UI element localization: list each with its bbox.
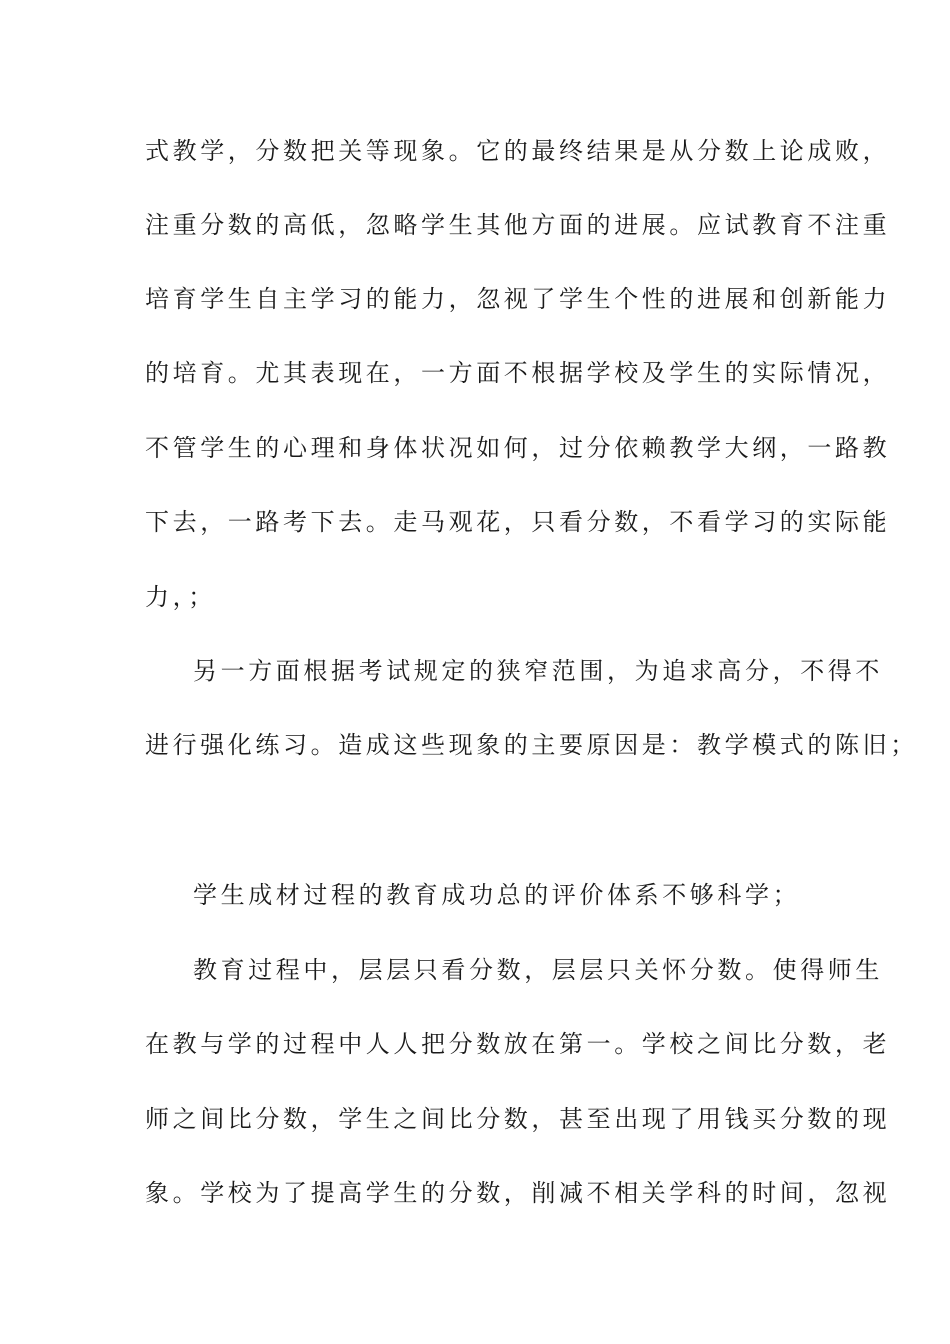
paragraph-first-line: 教育过程中，层层只看分数，层层只关怀分数。使得师生 <box>193 956 883 984</box>
text-line: 下去，一路考下去。走马观花，只看分数，不看学习的实际能 <box>145 508 891 536</box>
text-line: 的培育。尤其表现在，一方面不根据学校及学生的实际情况， <box>145 359 891 387</box>
text-line: 式教学，分数把关等现象。它的最终结果是从分数上论成败， <box>145 137 891 165</box>
paragraph-first-line: 另一方面根据考试规定的狭窄范围，为追求高分，不得不 <box>193 657 883 685</box>
text-line: 在教与学的过程中人人把分数放在第一。学校之间比分数，老 <box>145 1030 891 1058</box>
text-line: 进行强化练习。造成这些现象的主要原因是：教学模式的陈旧； <box>145 731 918 759</box>
text-line: 象。学校为了提高学生的分数，削减不相关学科的时间，忽视 <box>145 1179 891 1207</box>
paragraph-first-line: 学生成材过程的教育成功总的评价体系不够科学； <box>193 881 801 909</box>
text-line: 培育学生自主学习的能力，忽视了学生个性的进展和创新能力 <box>145 285 891 313</box>
text-line: 师之间比分数，学生之间比分数，甚至出现了用钱买分数的现 <box>145 1105 891 1133</box>
text-line: 力，； <box>145 583 216 611</box>
text-line: 不管学生的心理和身体状况如何，过分依赖教学大纲，一路教 <box>145 434 891 462</box>
text-line: 注重分数的高低，忽略学生其他方面的进展。应试教育不注重 <box>145 211 891 239</box>
